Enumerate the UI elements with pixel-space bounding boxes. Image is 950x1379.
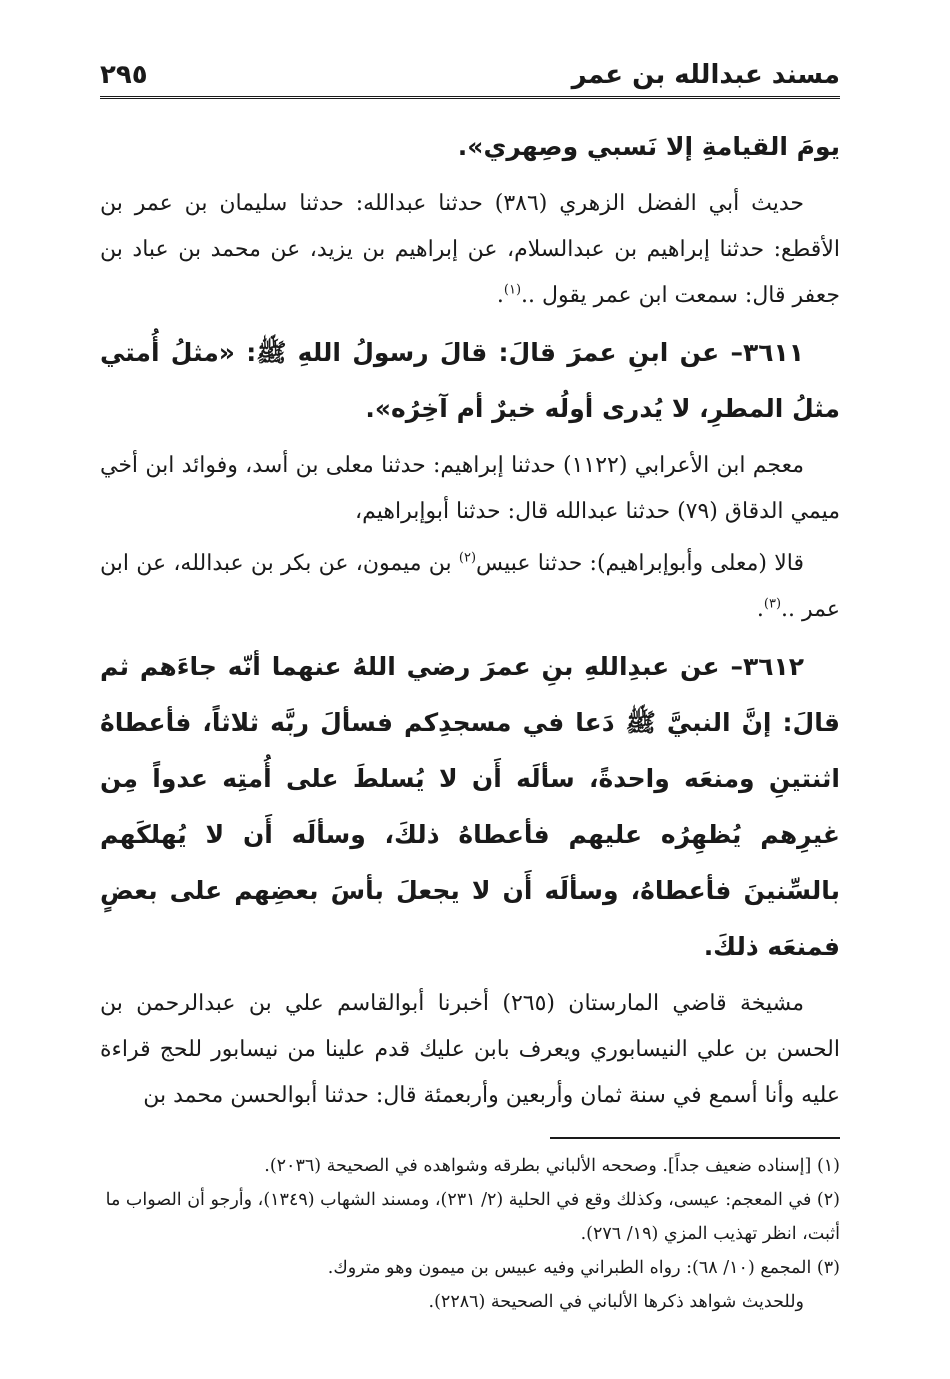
hadith-3611: ٣٦١١– عن ابنِ عمرَ قالَ: قالَ رسولُ اللهِ ﷺ: «مثلُ أُمتي مثلُ المطرِ، لا يُدرى أولُه خيرٌ أم آخِرُه». (100, 338, 840, 423)
footnote-2: (٢) في المعجم: عيسى، وكذلك وقع في الحلية (٢/ ٢٣١)، ومسند الشهاب (١٣٤٩)، وأرجو أن الصواب ما أثبت، انظر تهذيب المزي (١٩/ ٢٧٦). (105, 1190, 840, 1244)
source-text: بن ميمون، عن بكر بن عبدالله، عن ابن عمر .. (100, 551, 840, 622)
footnote-divider (550, 1137, 840, 1139)
source-paragraph-2: معجم ابن الأعرابي (١١٢٢) حدثنا إبراهيم: حدثنا معلى بن أسد، وفوائد ابن أخي ميمي الدقاق (٧٩) حدثنا عبدالله قال: حدثنا أبوإبراهيم، (100, 453, 840, 524)
running-header (100, 60, 840, 99)
source-paragraph-4: مشيخة قاضي المارستان (٢٦٥) أخبرنا أبوالقاسم علي بن عبدالرحمن بن الحسن بن علي النيسابوري ويعرف بابن عليك قدم علينا من نيسابور للحج قراءة عليه وأنا أسمع في سنة ثمان وأربعين وأربعمئة قال: حدثنا أبوالحسن محمد بن (100, 991, 840, 1108)
hadith-3612: ٣٦١٢– عن عبدِاللهِ بنِ عمرَ رضي اللهُ عنهما أنّه جاءَهم ثم قالَ: إنَّ النبيَّ ﷺ دَعا في مسجدِكم فسألَ ربَّه ثلاثاً، فأعطاهُ اثنتينِ ومنعَه واحدةً، سألَه أَن لا يُسلطَ على أُمتِه عدواً مِن غيرِهم يُظهِرُه عليهم فأعطاهُ ذلكَ، وسألَه أَن لا يُهلكَهم بالسِّنينَ فأعطاهُ، وسألَه أَن لا يجعلَ بأسَ بعضِهم على بعضٍ فمنعَه ذلكَ. (100, 652, 840, 961)
main-text (100, 119, 840, 1119)
page-number: ٢٩٥ (100, 60, 148, 90)
source-paragraph-1: حديث أبي الفضل الزهري (٣٨٦) حدثنا عبدالله: حدثنا سليمان بن عمر بن الأقطع: حدثنا إبراهيم بن عبدالسلام، عن إبراهيم بن يزيد، عن محمد بن عباد بن جعفر قال: سمعت ابن عمر يقول ..$^{(١)}$. (100, 191, 840, 308)
source-text: قالا (معلى وأبوإبراهيم): حدثنا عبيس (476, 551, 804, 576)
footnote-3-continued: وللحديث شواهد ذكرها الألباني في الصحيحة (٢٢٨٦). (428, 1292, 804, 1312)
hadith-continuation: يومَ القيامةِ إلا نَسبي وصِهري». (457, 132, 840, 161)
footnote-ref-1: (١) (503, 282, 522, 298)
page (100, 60, 840, 1319)
source-paragraph-3: قالا (معلى وأبوإبراهيم): حدثنا عبيس$^{(٢)}$ بن ميمون، عن بكر بن عبدالله، عن ابن عمر ..$^{(٣)}$. (100, 550, 840, 622)
running-title: مسند عبدالله بن عمر (571, 60, 840, 90)
source-text: حديث أبي الفضل الزهري (٣٨٦) حدثنا عبدالله: حدثنا سليمان بن عمر بن الأقطع: حدثنا إبراهيم بن عبدالسلام، عن إبراهيم بن يزيد، عن محمد بن عباد بن جعفر قال: سمعت ابن عمر يقول .. (100, 191, 840, 308)
footnote-ref-3: (٣) (763, 596, 782, 612)
footnote-3: (٣) المجمع (١٠/ ٦٨): رواه الطبراني وفيه عبيس بن ميمون وهو متروك. (327, 1258, 840, 1278)
footnotes (100, 1149, 840, 1319)
footnote-ref-2: (٢) (458, 550, 477, 566)
footnote-1: (١) [إسناده ضعيف جداً]. وصححه الألباني بطرقه وشواهده في الصحيحة (٢٠٣٦). (264, 1156, 840, 1176)
